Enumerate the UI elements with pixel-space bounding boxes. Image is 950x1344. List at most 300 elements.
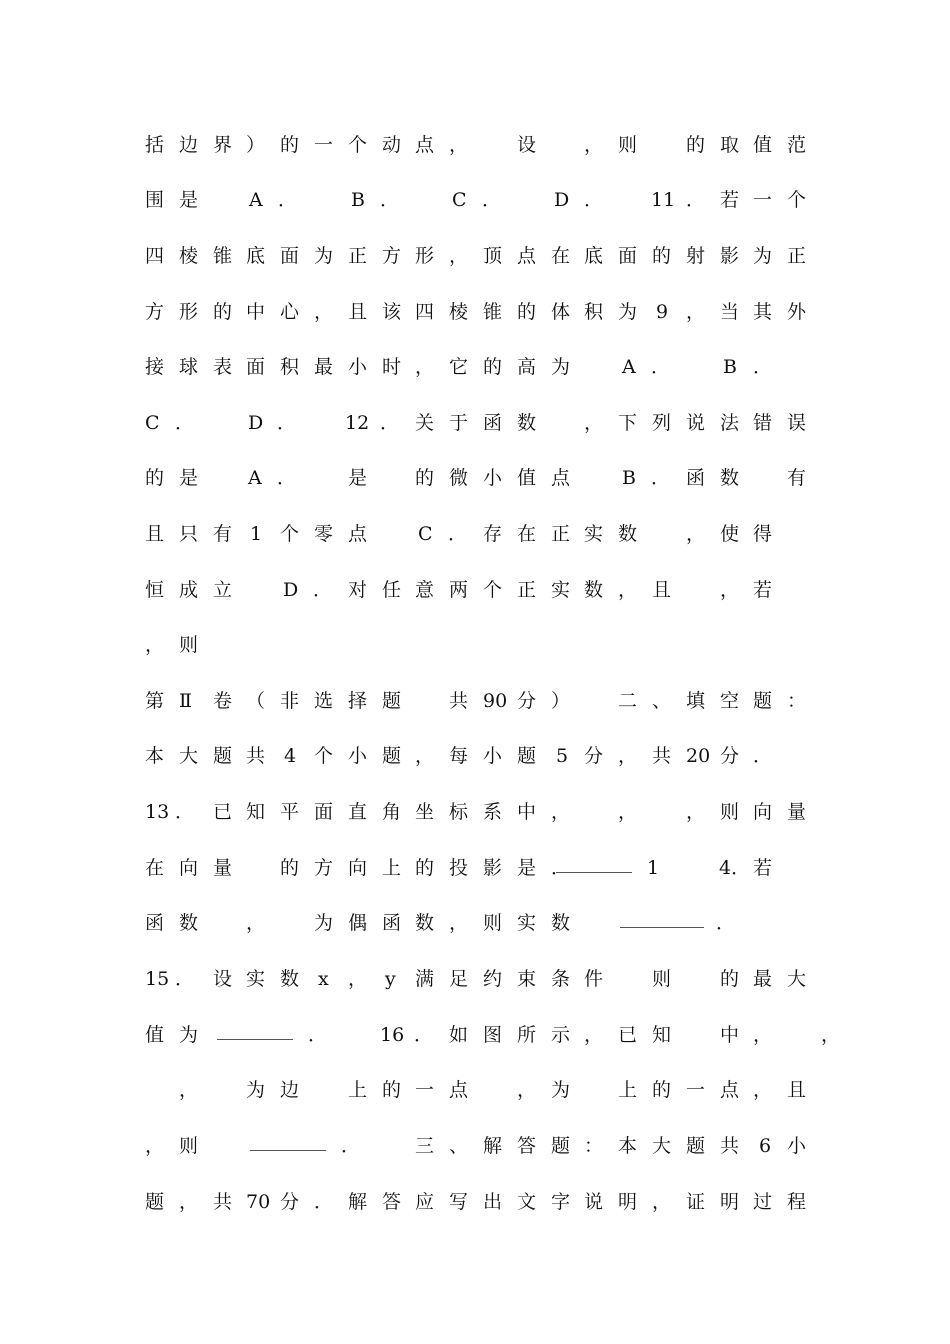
text-glyph: ， [145,1135,165,1157]
text-glyph: 角 [382,801,402,823]
text-glyph: 的 [483,356,503,378]
text-glyph: 是 [179,189,199,211]
text-glyph: 则 [618,134,638,156]
text-glyph: 影 [483,857,503,879]
text-glyph: 存 [483,523,503,545]
text-glyph: ， [652,1191,672,1213]
text-glyph: x [318,968,329,990]
text-glyph: C [452,189,467,211]
text-glyph: 束 [517,968,537,990]
text-glyph: 量 [787,801,807,823]
text-glyph: 解 [483,1135,503,1157]
text-glyph: 接 [145,356,165,378]
text-glyph: 1 [250,523,263,545]
text-glyph: 上 [618,1079,638,1101]
text-glyph: 小 [483,745,503,767]
text-glyph: 15 [145,968,170,990]
text-line [0,797,950,827]
text-glyph: 心 [280,301,300,323]
text-line [0,853,950,883]
text-glyph: 的 [382,1079,402,1101]
text-glyph: 5 [556,745,569,767]
text-glyph: 点 [415,134,435,156]
text-glyph: 分 [517,690,537,712]
text-glyph: 个 [483,579,503,601]
text-glyph: ， [584,134,604,156]
text-glyph: 立 [213,579,233,601]
text-glyph: 投 [449,857,469,879]
text-glyph: 过 [753,1191,773,1213]
text-glyph: 使 [720,523,740,545]
text-glyph: 球 [179,356,199,378]
text-glyph: 正 [787,245,807,267]
text-glyph: 已 [213,801,233,823]
text-glyph: 数 [517,412,537,434]
text-glyph: 为 [314,912,334,934]
text-glyph: 答 [382,1191,402,1213]
text-glyph: ． [651,356,671,378]
text-line [0,741,950,771]
text-glyph: 文 [517,1191,537,1213]
text-glyph: 16 [380,1024,405,1046]
text-glyph: 对 [348,579,368,601]
text-glyph: 的 [720,968,740,990]
text-glyph: 量 [213,857,233,879]
text-glyph: 卷 [213,690,233,712]
text-glyph: 取 [720,134,740,156]
text-glyph: 成 [179,579,199,601]
text-glyph: ． [175,801,195,823]
text-glyph: 积 [584,301,604,323]
text-glyph: 正 [517,579,537,601]
text-glyph: 数 [280,968,300,990]
text-glyph: 坐 [415,801,435,823]
text-glyph: 正 [551,523,571,545]
text-glyph: 面 [280,245,300,267]
text-glyph: （ [246,690,266,712]
text-glyph: 本 [145,745,165,767]
text-glyph: 分 [280,1191,300,1213]
text-glyph: ： [787,690,807,712]
text-glyph: 最 [314,356,334,378]
text-glyph: 方 [145,301,165,323]
text-glyph: 有 [213,523,233,545]
text-glyph: 范 [787,134,807,156]
text-glyph: 的 [652,245,672,267]
text-glyph: ， [415,745,435,767]
text-glyph: 体 [551,301,571,323]
text-glyph: ． [277,467,297,489]
text-glyph: 小 [787,1135,807,1157]
text-line [0,130,950,160]
text-glyph: ， [415,356,435,378]
text-glyph: 是 [348,467,368,489]
text-glyph: 明 [720,1191,740,1213]
text-glyph: Ⅱ [179,690,192,712]
text-line [0,630,950,660]
text-glyph: 分 [720,745,740,767]
text-glyph: ， [821,1024,841,1046]
text-glyph: 高 [517,356,537,378]
text-glyph: 底 [584,245,604,267]
text-glyph: 一 [415,1079,435,1101]
text-glyph: 它 [449,356,469,378]
text-line [0,1020,950,1050]
text-glyph: 一 [314,134,334,156]
text-glyph: ， [449,912,469,934]
text-glyph: 形 [179,301,199,323]
text-glyph: 于 [449,412,469,434]
answer-blank [217,1039,293,1040]
text-glyph: 只 [179,523,199,545]
text-glyph: 法 [720,412,740,434]
text-line [0,686,950,716]
text-glyph: 任 [382,579,402,601]
text-glyph: ． [753,356,773,378]
text-glyph: ， [720,579,740,601]
text-glyph: ． [278,189,298,211]
text-glyph: 出 [483,1191,503,1213]
text-glyph: 数 [618,523,638,545]
text-glyph: 偶 [348,912,368,934]
text-glyph: 面 [314,801,334,823]
text-glyph: 标 [449,801,469,823]
text-glyph: 知 [246,801,266,823]
text-glyph: 意 [415,579,435,601]
text-glyph: ， [753,1079,773,1101]
text-glyph: ． [753,745,773,767]
text-glyph: 题 [382,690,402,712]
text-line [0,575,950,605]
text-glyph: ． [314,1191,334,1213]
text-glyph: ， [449,134,469,156]
text-glyph: 满 [415,968,435,990]
text-glyph: ． [551,857,571,879]
text-glyph: 为 [314,245,334,267]
text-glyph: 则 [652,968,672,990]
text-glyph: A [249,189,263,211]
text-glyph: 中 [517,801,537,823]
text-glyph: 有 [787,467,807,489]
text-glyph: 该 [382,301,402,323]
text-glyph: ． [341,1135,361,1157]
text-glyph: 数 [551,912,571,934]
text-glyph: D [248,412,264,434]
text-glyph: 锥 [213,245,233,267]
text-glyph: 正 [348,245,368,267]
text-glyph: 三 [415,1135,435,1157]
text-glyph: 棱 [179,245,199,267]
text-glyph: 且 [145,523,165,545]
text-glyph: 、 [449,1135,469,1157]
text-glyph: 向 [348,857,368,879]
text-glyph: 方 [314,857,334,879]
text-glyph: 约 [483,968,503,990]
text-glyph: 空 [720,690,740,712]
text-glyph: ． [277,412,297,434]
text-glyph: 共 [246,745,266,767]
text-glyph: 面 [246,356,266,378]
text-glyph: 为 [246,1079,266,1101]
text-line [0,185,950,215]
text-glyph: B [351,189,365,211]
text-glyph: 足 [449,968,469,990]
text-glyph: ， [179,1079,199,1101]
text-glyph: 、 [652,690,672,712]
text-glyph: 应 [415,1191,435,1213]
text-glyph: 大 [787,968,807,990]
text-glyph: 边 [280,1079,300,1101]
text-glyph: 向 [179,857,199,879]
text-glyph: 则 [179,634,199,656]
text-glyph: ， [618,745,638,767]
text-glyph: ． [175,412,195,434]
text-line [0,1131,950,1161]
text-glyph: ， [584,1024,604,1046]
text-glyph: 棱 [449,301,469,323]
text-glyph: 小 [348,356,368,378]
text-glyph: 个 [314,745,334,767]
text-glyph: 函 [686,467,706,489]
text-glyph: 在 [551,245,571,267]
text-glyph: 微 [449,467,469,489]
text-glyph: 顶 [483,245,503,267]
text-glyph: 若 [753,579,773,601]
text-glyph: 个 [348,134,368,156]
text-glyph: 的 [213,301,233,323]
text-glyph: 点 [517,245,537,267]
text-glyph: 表 [213,356,233,378]
text-glyph: 射 [686,245,706,267]
text-line [0,964,950,994]
text-glyph: 图 [483,1024,503,1046]
text-glyph: ， [686,301,706,323]
text-glyph: 70 [246,1191,271,1213]
text-glyph: 为 [551,356,571,378]
text-line [0,1187,950,1217]
text-glyph: 点 [449,1079,469,1101]
text-glyph: C [418,523,433,545]
text-glyph: 的 [686,134,706,156]
text-glyph: 错 [753,412,773,434]
text-glyph: 题 [686,1135,706,1157]
text-glyph: 大 [179,745,199,767]
text-glyph: 非 [280,690,300,712]
text-glyph: 影 [720,245,740,267]
text-glyph: 填 [686,690,706,712]
text-glyph: 的 [280,134,300,156]
text-line [0,408,950,438]
text-glyph: 题 [551,1135,571,1157]
text-glyph: y [385,968,396,990]
text-glyph: A [622,356,636,378]
text-glyph: 时 [382,356,402,378]
text-glyph: 在 [517,523,537,545]
text-glyph: 点 [720,1079,740,1101]
text-glyph: 件 [584,968,604,990]
text-glyph: 择 [348,690,368,712]
text-glyph: 为 [179,1024,199,1046]
text-glyph: 上 [382,857,402,879]
text-glyph: ， [551,801,571,823]
text-glyph: 12 [345,412,370,434]
text-glyph: 是 [517,857,537,879]
text-glyph: ） [551,690,571,712]
text-glyph: 为 [618,301,638,323]
text-glyph: 程 [787,1191,807,1213]
text-glyph: ， [618,579,638,601]
text-glyph: 个 [280,523,300,545]
text-glyph: 小 [348,745,368,767]
text-glyph: 二 [618,690,638,712]
text-glyph: 字 [551,1191,571,1213]
text-glyph: 解 [348,1191,368,1213]
text-glyph: 已 [618,1024,638,1046]
text-glyph: 且 [348,301,368,323]
text-glyph: 1 [647,857,660,879]
text-glyph: 答 [517,1135,537,1157]
text-glyph: 边 [179,134,199,156]
text-line [0,908,950,938]
text-glyph: 向 [753,801,773,823]
text-glyph: 数 [179,912,199,934]
text-glyph: 4． [719,857,751,879]
text-glyph: 所 [517,1024,537,1046]
text-glyph: 题 [753,690,773,712]
answer-blank [620,927,704,928]
text-glyph: 11 [651,189,676,211]
text-glyph: ． [448,523,468,545]
text-glyph: 恒 [145,579,165,601]
text-glyph: 知 [652,1024,672,1046]
text-glyph: 小 [483,467,503,489]
text-glyph: ， [686,801,706,823]
text-glyph: 函 [382,912,402,934]
text-glyph: 说 [584,1191,604,1213]
text-glyph: 外 [787,301,807,323]
text-glyph: ， [449,245,469,267]
text-glyph: 4 [284,745,297,767]
text-glyph: 题 [213,745,233,767]
text-glyph: B [622,467,636,489]
text-glyph: 锥 [483,301,503,323]
text-glyph: 函 [483,412,503,434]
text-glyph: ， [686,523,706,545]
text-glyph: 13 [145,801,170,823]
text-glyph: 零 [314,523,334,545]
text-glyph: 关 [415,412,435,434]
text-glyph: 题 [382,745,402,767]
text-glyph: 数 [720,467,740,489]
text-glyph: 每 [449,745,469,767]
text-glyph: 设 [213,968,233,990]
text-glyph: 本 [618,1135,638,1157]
text-glyph: 平 [280,801,300,823]
text-glyph: 90 [483,690,508,712]
text-glyph: D [283,579,299,601]
text-glyph: 误 [787,412,807,434]
text-glyph: 题 [517,745,537,767]
text-glyph: 若 [720,189,740,211]
text-glyph: 第 [145,690,165,712]
text-glyph: ） [246,134,266,156]
text-glyph: 9 [656,301,669,323]
text-glyph: 形 [415,245,435,267]
text-glyph: 为 [753,245,773,267]
text-glyph: 的 [280,857,300,879]
text-glyph: 实 [517,912,537,934]
text-glyph: 实 [551,579,571,601]
text-glyph: 则 [720,801,740,823]
text-glyph: ． [313,579,333,601]
text-glyph: ： [584,1135,604,1157]
text-glyph: ， [348,968,368,990]
text-glyph: 条 [551,968,571,990]
text-glyph: ， [584,412,604,434]
text-glyph: 若 [753,857,773,879]
text-line [0,519,950,549]
text-line [0,463,950,493]
text-glyph: 6 [759,1135,772,1157]
text-glyph: ． [651,467,671,489]
text-glyph: 一 [686,1079,706,1101]
text-glyph: 列 [652,412,672,434]
text-line [0,297,950,327]
text-glyph: 界 [213,134,233,156]
text-glyph: 共 [720,1135,740,1157]
text-glyph: ． [482,189,502,211]
text-glyph: 值 [145,1024,165,1046]
text-line [0,352,950,382]
text-glyph: 且 [787,1079,807,1101]
text-glyph: 点 [551,467,571,489]
text-glyph: ． [414,1024,434,1046]
text-line [0,1075,950,1105]
text-glyph: 实 [584,523,604,545]
text-glyph: B [723,356,737,378]
text-glyph: 的 [145,467,165,489]
text-glyph: 在 [145,857,165,879]
text-glyph: 值 [517,467,537,489]
text-glyph: 题 [145,1191,165,1213]
text-glyph: ． [686,189,706,211]
text-glyph: 为 [551,1079,571,1101]
text-glyph: 面 [618,245,638,267]
text-glyph: 个 [787,189,807,211]
text-glyph: 的 [415,857,435,879]
text-glyph: ． [380,412,400,434]
text-glyph: ． [716,912,736,934]
text-glyph: 方 [382,245,402,267]
text-glyph: 四 [415,301,435,323]
text-glyph: 数 [415,912,435,934]
text-glyph: 底 [246,245,266,267]
text-glyph: 括 [145,134,165,156]
text-glyph: ． [308,1024,328,1046]
text-glyph: 共 [449,690,469,712]
text-glyph: 且 [652,579,672,601]
text-glyph: 得 [753,523,773,545]
text-glyph: ． [584,189,604,211]
answer-blank [250,1150,326,1151]
text-glyph: 示 [551,1024,571,1046]
text-glyph: 点 [348,523,368,545]
text-glyph: ． [380,189,400,211]
text-glyph: 围 [145,189,165,211]
text-glyph: 其 [753,301,773,323]
text-glyph: 两 [449,579,469,601]
text-glyph: 则 [179,1135,199,1157]
